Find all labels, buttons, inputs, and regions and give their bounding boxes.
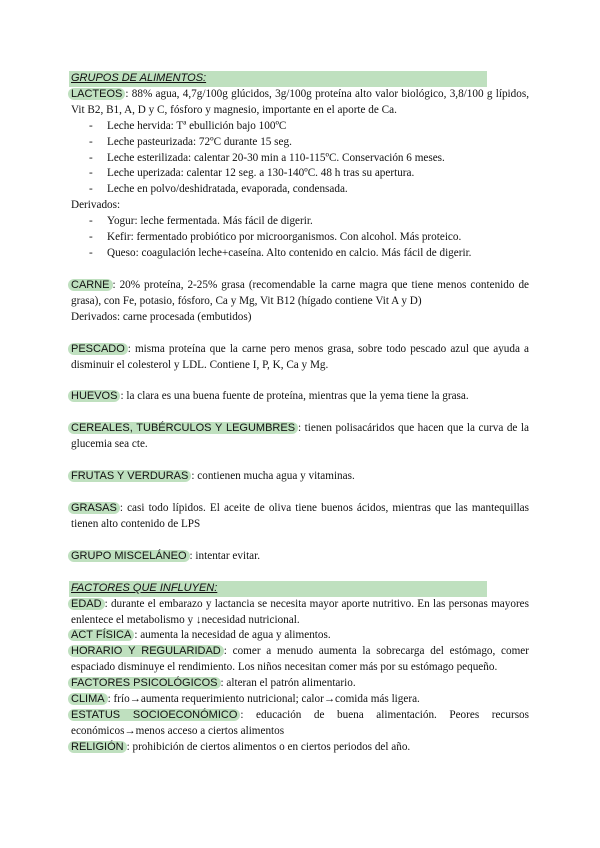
section-title-grupos xyxy=(71,71,529,87)
paragraph-psicologicos: FACTORES PSICOLÓGICOS : alteran el patrón alimentario. xyxy=(71,676,529,692)
document-content xyxy=(71,71,529,756)
paragraph-lacteos xyxy=(71,87,529,119)
list-item: - Yogur: leche fermentada. Más fácil de digerir. xyxy=(89,215,313,228)
list-item: - Leche hervida: Tª ebullición bajo 100ºC xyxy=(89,119,287,132)
label-grasas: GRASAS xyxy=(68,502,120,514)
label-cereales: CEREALES, TUBÉRCULOS Y LEGUMBRES xyxy=(68,422,298,434)
paragraph-edad: EDAD : durante el embarazo y lactancia se necesita mayor aporte nutritivo. En las personas mayores enlentece el metabolismo y ↓necesidad nutricional. xyxy=(71,597,529,629)
label-pescado: PESCADO xyxy=(68,343,128,355)
label-frutas: FRUTAS Y VERDURAS xyxy=(68,470,191,482)
label-psicologicos: FACTORES PSICOLÓGICOS xyxy=(68,677,221,689)
paragraph-horario: HORARIO Y REGULARIDAD : comer a menudo aumenta la sobrecarga del estómago, comer espaciado disminuye el rendimiento. Los niños necesitan comer más por su estómago pequeño. xyxy=(71,644,529,676)
paragraph-estatus: ESTATUS SOCIOECONÓMICO : educación de buena alimentación. Peores recursos económicos→menos acceso a ciertos alimentos xyxy=(71,708,529,740)
label-estatus: ESTATUS SOCIOECONÓMICO xyxy=(68,709,240,721)
carne-derivados: Derivados: carne procesada (embutidos) xyxy=(71,310,252,323)
paragraph-frutas: FRUTAS Y VERDURAS : contienen mucha agua y vitaminas. xyxy=(71,469,529,485)
list-derivados xyxy=(71,214,529,262)
label-actfisica: ACT FÍSICA xyxy=(68,629,134,641)
paragraph-clima: CLIMA : frío→aumenta requerimiento nutricional; calor→comida más ligera. xyxy=(71,692,529,708)
paragraph-huevos: HUEVOS : la clara es una buena fuente de proteína, mientras que la yema tiene la grasa. xyxy=(71,389,529,405)
label-edad: EDAD xyxy=(68,598,105,610)
label-carne: CARNE xyxy=(68,279,113,291)
label-horario: HORARIO Y REGULARIDAD xyxy=(68,645,224,657)
paragraph-carne: CARNE : 20% proteína, 2-25% grasa (recomendable la carne magra que tiene menos contenido de grasa), con Fe, potasio, fósforo, Ca y Mg, Vit B12 (hígado contiene Vit A y D) xyxy=(71,278,529,310)
list-leches xyxy=(71,119,529,199)
list-item: - Leche uperizada: calentar 12 seg. a 130-140ºC. 48 h tras su apertura. xyxy=(89,167,415,180)
list-item: - Leche en polvo/deshidratada, evaporada, condensada. xyxy=(89,183,348,196)
text-lacteos: : 88% agua, 4,7g/100g glúcidos, 3g/100g proteína alto valor biológico, 3,8/100 g lípidos, Vit B2, B1, A, D y C, fósforo y magnesio, importante en el aporte de Ca. xyxy=(71,87,529,116)
list-item: - Leche esterilizada: calentar 20-30 min a 110-115ºC. Conservación 6 meses. xyxy=(89,151,445,164)
section-title-factores xyxy=(71,581,529,597)
section-title-text: FACTORES QUE INFLUYEN: xyxy=(69,581,487,597)
paragraph-pescado: PESCADO : misma proteína que la carne pero menos grasa, sobre todo pescado azul que ayuda a disminuir el colesterol y LDL. Contiene I, P, K, Ca y Mg. xyxy=(71,342,529,374)
list-item: - Leche pasteurizada: 72ºC durante 15 seg. xyxy=(89,135,292,148)
label-huevos: HUEVOS xyxy=(68,390,120,402)
paragraph-actfisica: ACT FÍSICA : aumenta la necesidad de agua y alimentos. xyxy=(71,628,529,644)
list-item: - Queso: coagulación leche+caseína. Alto contenido en calcio. Más fácil de digerir. xyxy=(89,246,472,259)
paragraph-miscelaneo: GRUPO MISCELÁNEO : intentar evitar. xyxy=(71,549,529,565)
paragraph-religion: RELIGIÓN : prohibición de ciertos alimentos o en ciertos periodos del año. xyxy=(71,740,529,756)
list-item: - Kefir: fermentado probiótico por microorganismos. Con alcohol. Más proteico. xyxy=(89,231,462,244)
section-title-text: GRUPOS DE ALIMENTOS: xyxy=(69,71,487,87)
paragraph-grasas: GRASAS : casi todo lípidos. El aceite de oliva tiene buenos ácidos, mientras que las mantequillas tienen alto contenido de LPS xyxy=(71,501,529,533)
label-miscelaneo: GRUPO MISCELÁNEO xyxy=(68,550,190,562)
paragraph-cereales: CEREALES, TUBÉRCULOS Y LEGUMBRES : tienen polisacáridos que hacen que la curva de la glucemia sea cte. xyxy=(71,421,529,453)
label-clima: CLIMA xyxy=(68,693,108,705)
derivados-label: Derivados: xyxy=(71,199,121,212)
label-lacteos: LACTEOS xyxy=(68,88,125,100)
label-religion: RELIGIÓN xyxy=(68,741,127,753)
